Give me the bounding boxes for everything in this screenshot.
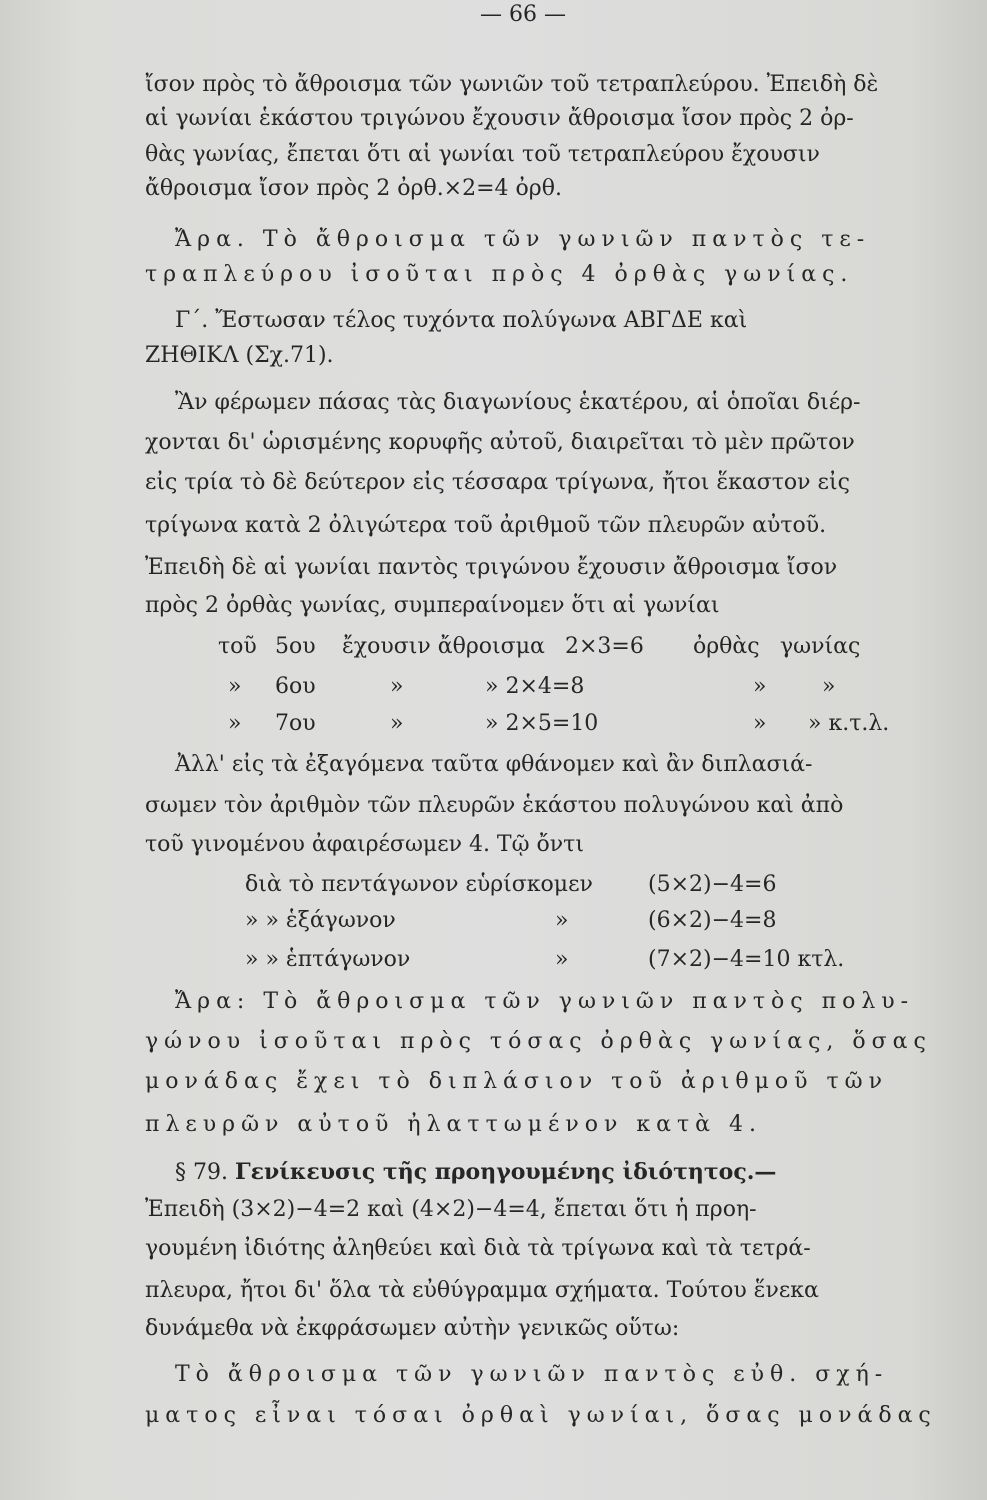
table-cell: » [555, 947, 569, 972]
table-cell: » » ἑπτάγωνον [245, 947, 411, 972]
table-cell: 2×3=6 [565, 634, 644, 659]
table-cell: » [390, 711, 404, 736]
section-heading [175, 1157, 776, 1188]
table-cell: (7×2)−4=10 κτλ. [648, 947, 845, 972]
text-line: τρίγωνα κατὰ 2 ὀλιγώτερα τοῦ ἀριθμοῦ τῶν πλευρῶν αὐτοῦ. [145, 513, 827, 538]
text-line: ἄθροισμα ἴσον πρὸς 2 ὀρθ.×2=4 ὀρθ. [145, 176, 562, 201]
table-cell: » » ἑξάγωνον [245, 908, 396, 933]
text-line: Ἂν φέρωμεν πάσας τὰς διαγωνίους ἑκατέρου, αἱ ὁποῖαι διέρ- [175, 390, 861, 415]
text-line: Ἐπειδὴ δὲ αἱ γωνίαι παντὸς τριγώνου ἔχουσιν ἄθροισμα ἴσον [145, 555, 838, 580]
page-number: — 66 — [480, 2, 566, 27]
table-cell: » [390, 674, 404, 699]
table-cell: διὰ τὸ πεντάγωνον εὑρίσκομεν [245, 872, 593, 897]
text-line: αἱ γωνίαι ἑκάστου τριγώνου ἔχουσιν ἄθροισμα ἴσον πρὸς 2 ὀρ- [145, 106, 854, 131]
theorem-line: τραπλεύρου ἰσοῦται πρὸς 4 ὀρθὰς γωνίας. [145, 262, 854, 287]
text-line: Γ΄. Ἔστωσαν τέλος τυχόντα πολύγωνα ΑΒΓΔΕ καὶ [175, 308, 748, 333]
text-line: ἴσον πρὸς τὸ ἄθροισμα τῶν γωνιῶν τοῦ τετραπλεύρου. Ἐπειδὴ δὲ [145, 72, 879, 97]
table-cell: ἔχουσιν ἄθροισμα [342, 634, 545, 659]
table-cell: (6×2)−4=8 [648, 908, 777, 933]
table-cell: 6ου [275, 674, 316, 699]
table-cell: » [753, 674, 767, 699]
text-line: τοῦ γινομένου ἀφαιρέσωμεν 4. Τῷ ὄντι [145, 832, 584, 857]
table-cell: ὀρθὰς [693, 634, 760, 659]
table-cell: » 2×5=10 [485, 711, 599, 736]
table-cell: τοῦ [218, 634, 257, 659]
table-cell: 5ου [275, 634, 316, 659]
text-line: σωμεν τὸν ἀριθμὸν τῶν πλευρῶν ἑκάστου πολυγώνου καὶ ἀπὸ [145, 793, 844, 818]
table-cell: » κ.τ.λ. [808, 711, 890, 736]
text-line: θὰς γωνίας, ἔπεται ὅτι αἱ γωνίαι τοῦ τετραπλεύρου ἔχουσιν [145, 142, 820, 167]
section-title: Γενίκευσις τῆς προηγουμένης ἰδιότητος.— [234, 1159, 777, 1185]
theorem-line: γώνου ἰσοῦται πρὸς τόσας ὀρθὰς γωνίας, ὅσας [145, 1029, 932, 1054]
table-cell: » [753, 711, 767, 736]
text-line: εἰς τρία τὸ δὲ δεύτερον εἰς τέσσαρα τρίγωνα, ἤτοι ἕκαστον εἰς [145, 470, 850, 495]
theorem-line: Τὸ ἄθροισμα τῶν γωνιῶν παντὸς εὐθ. σχή- [175, 1362, 889, 1387]
text-line: Ἐπειδὴ (3×2)−4=2 καὶ (4×2)−4=4, ἔπεται ὅτι ἡ προη- [145, 1197, 757, 1222]
text-line: πλευρα, ἤτοι δι' ὅλα τὰ εὐθύγραμμα σχήματα. Τούτου ἕνεκα [145, 1278, 819, 1303]
table-cell: γωνίας [780, 634, 861, 659]
theorem-line: πλευρῶν αὐτοῦ ἠλαττωμένον κατὰ 4. [145, 1112, 762, 1137]
theorem-line: ματος εἶναι τόσαι ὀρθαὶ γωνίαι, ὅσας μονάδας [145, 1403, 937, 1428]
text-line: πρὸς 2 ὀρθὰς γωνίας, συμπεραίνομεν ὅτι αἱ γωνίαι [145, 593, 720, 618]
table-cell: » 2×4=8 [485, 674, 585, 699]
table-cell: » [228, 674, 242, 699]
theorem-line: Ἄρα: Τὸ ἄθροισμα τῶν γωνιῶν παντὸς πολυ- [175, 989, 915, 1014]
section-number: § 79. [175, 1160, 228, 1185]
text-line: δυνάμεθα νὰ ἐκφράσωμεν αὐτὴν γενικῶς οὕτω: [145, 1316, 680, 1341]
table-cell: » [822, 674, 836, 699]
table-cell: 7ου [275, 711, 316, 736]
table-cell: (5×2)−4=6 [648, 872, 777, 897]
table-cell: » [228, 711, 242, 736]
table-cell: » [555, 908, 569, 933]
theorem-line: Ἄρα. Τὸ ἄθροισμα τῶν γωνιῶν παντὸς τε- [175, 227, 871, 252]
text-line: ΖΗΘΙΚΛ (Σχ.71). [145, 343, 334, 368]
text-line: Ἀλλ' εἰς τὰ ἐξαγόμενα ταῦτα φθάνομεν καὶ ἂν διπλασιά- [175, 752, 813, 777]
text-line: χονται δι' ὡρισμένης κορυφῆς αὐτοῦ, διαιρεῖται τὸ μὲν πρῶτον [145, 430, 855, 455]
theorem-line: μονάδας ἔχει τὸ διπλάσιον τοῦ ἀριθμοῦ τῶν [145, 1069, 888, 1094]
text-line: γουμένη ἰδιότης ἀληθεύει καὶ διὰ τὰ τρίγωνα καὶ τὰ τετρά- [145, 1236, 811, 1261]
